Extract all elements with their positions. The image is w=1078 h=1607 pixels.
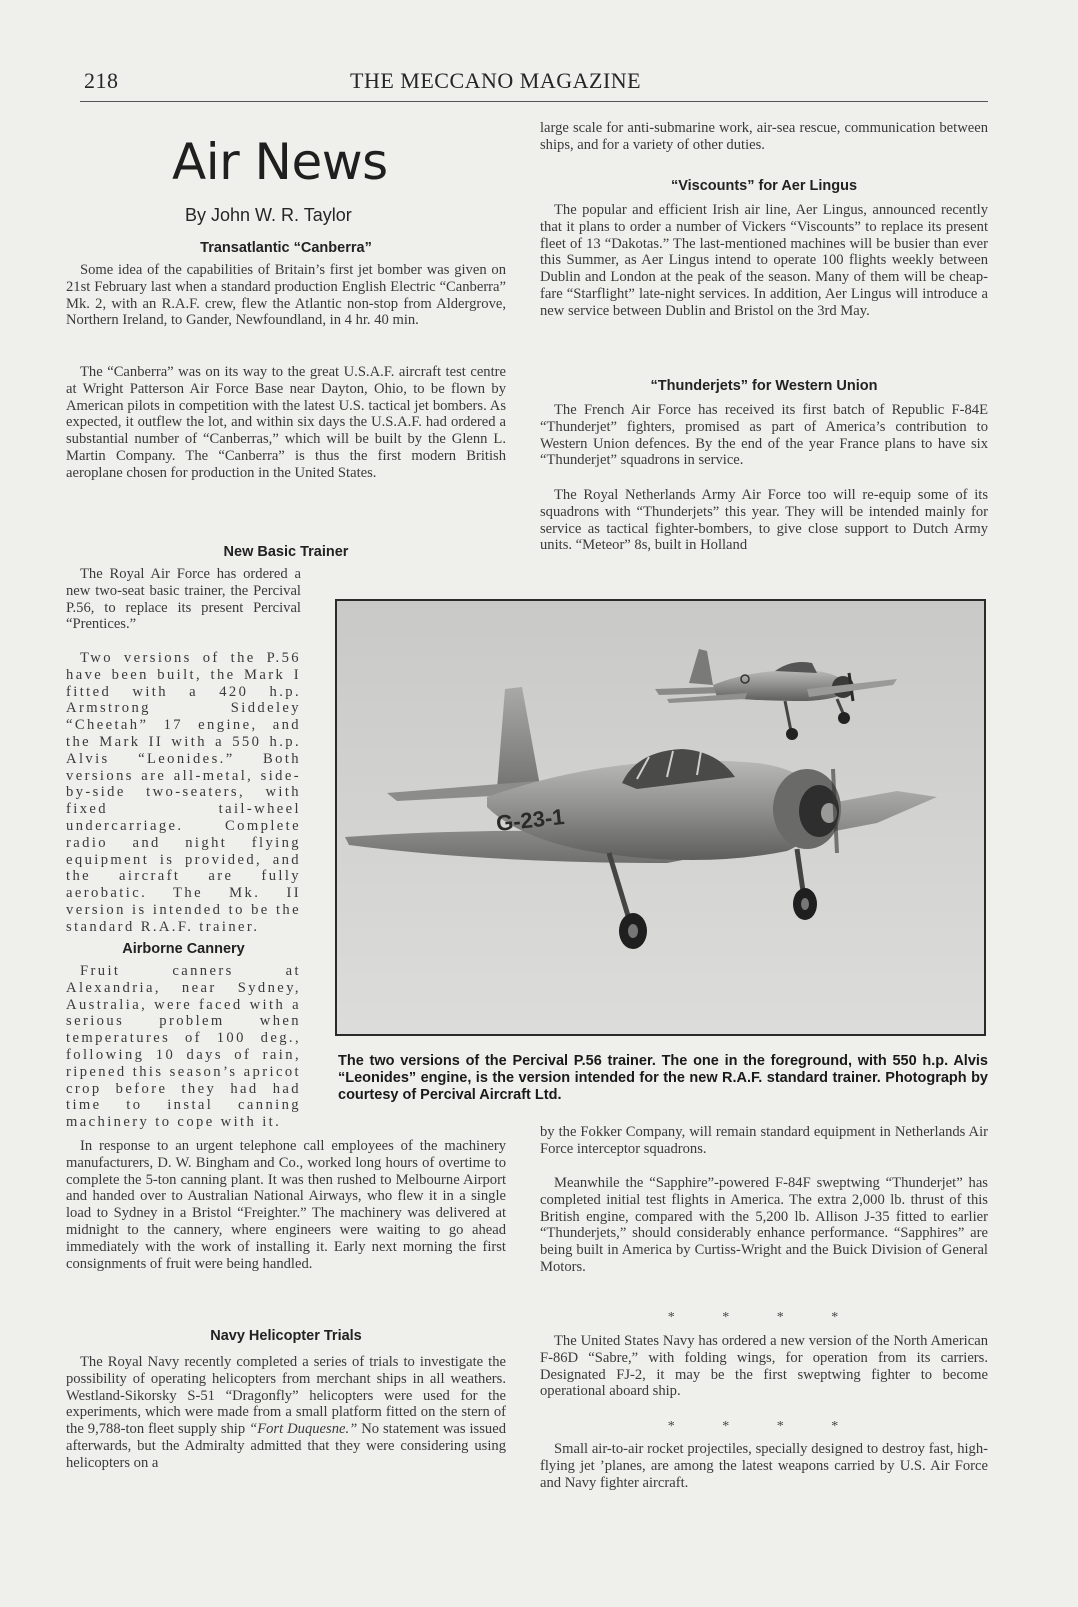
helicopter-paragraph-1 (66, 1354, 506, 1472)
thunderjets-paragraph-1: The French Air Force has received its first batch of Republic F-84E “Thunderjet” fighters, promised as part of America’s contribution to Western Union defences. By the end of the year France plans to have six “Thunderjet” squadrons in service. (540, 402, 988, 469)
percival-p56-aircraft-illustration (337, 601, 984, 1034)
section-heading-cannery: Airborne Cannery (122, 941, 245, 957)
section-heading-canberra: Transatlantic “Canberra” (200, 240, 372, 256)
cannery-paragraph-1: Fruit canners at Alexandria, near Sydney, Australia, were faced with a serious problem when temperatures of 100 deg., following 10 days of rain, ripened this season’s apricot crop before they had had time to instal canning machinery to cope with it. (66, 963, 301, 1131)
helicopter-continuation: large scale for anti-submarine work, air-sea rescue, communication between ships, and for a variety of other duties. (540, 120, 988, 153)
article-title: Air News (172, 133, 388, 191)
cannery-paragraph-2: In response to an urgent telephone call employees of the machinery manufacturers, D. W. Bingham and Co., worked long hours of overtime to complete the 5-ton canning plant. It was then rushed to Melbourne Airport and handed over to Australian National Airways, who flew it in a single load to Sydney in a Bristol “Freighter.” The machinery was delivered at midnight to the cannery, where engineers were waiting to go ahead immediately with the work of installing it. Early next morning the first consignments of fruit were being handled. (66, 1138, 506, 1272)
viscounts-paragraph-1: The popular and efficient Irish air line, Aer Lingus, announced recently that it plans to order a number of Vickers “Viscounts” to replace its present fleet of 13 “Dakotas.” The last-mentioned machines will be busier than ever this Summer, as Aer Lingus intend to operate 100 flights weekly between Dublin and London at the peak of the season. Many of them will be cheap-fare “Starflight” late-night services. In addition, Aer Lingus will introduce a new service between Dublin and Bristol on the 3rd May. (540, 202, 988, 319)
thunderjets-paragraph-2-continued: by the Fokker Company, will remain standard equipment in Netherlands Air Force interceptor squadrons. (540, 1124, 988, 1157)
canberra-paragraph-2: The “Canberra” was on its way to the great U.S.A.F. aircraft test centre at Wright Patterson Air Force Base near Dayton, Ohio, to be flown by American pilots in competition with the latest U.S. tactical jet bombers. As expected, it outflew the lot, and within six days the U.S.A.F. had ordered a substantial number of “Canberras,” which will be built by the Glenn L. Martin Company. The “Canberra” is thus the first modern British aeroplane chosen for production in the United States. (66, 364, 506, 481)
section-heading-helicopter: Navy Helicopter Trials (210, 1328, 362, 1344)
thunderjets-paragraph-3: Meanwhile the “Sapphire”-powered F-84F sweptwing “Thunderjet” has completed initial test flights in America. The extra 2,000 lb. thrust of this British engine, compared with the 5,200 lb. Allison J-35 fitted to earlier “Thunderjets,” should considerably enhance performance. “Sapphires” are being built in America by Curtiss-Wright and the Buick Division of General Motors. (540, 1175, 988, 1275)
trainer-paragraph-2: Two versions of the P.56 have been built, the Mark I fitted with a 420 h.p. Armstrong Siddeley “Cheetah” 17 engine, and the Mark II with a 550 h.p. Alvis “Leonides.” Both versions are all-metal, side-by-side two-seaters, with fixed tail-wheel undercarriage. Complete radio and night flying equipment is provided, and the aircraft are fully aerobatic. The Mk. II version is intended to be the standard R.A.F. trainer. (66, 650, 301, 935)
helicopter-text-a: The Royal Navy recently completed a series of trials to investigate the possibility of operating helicopters from merchant ships in all weathers. Westland-Sikorsky S-51 “Dragonfly” helicopters were used for the experiments, which were made from a small platform fitted on the stern of the 9,788-ton fleet supply ship (66, 1354, 506, 1438)
trainer-paragraph-1: The Royal Air Force has ordered a new two-seat basic trainer, the Percival P.56, to replace its present Percival “Prentices.” (66, 566, 301, 633)
helicopter-text-b: No statement was issued afterwards, but the Admiralty admitted that they were considering using helicopters on a (66, 1421, 506, 1471)
magazine-title: THE MECCANO MAGAZINE (350, 68, 642, 93)
sabre-paragraph: The United States Navy has ordered a new version of the North American F-86D “Sabre,” with folding wings, for operation from its carriers. Designated FJ-2, it may be the first sweptwing fighter to become operational aboard ship. (540, 1333, 988, 1400)
ship-name: “Fort Duquesne.” (249, 1421, 358, 1438)
photo-caption: The two versions of the Percival P.56 trainer. The one in the foreground, with 550 h.p. Alvis “Leonides” engine, is the version intended for the new R.A.F. standard trainer. Photograph by courtesy of Percival Aircraft Ltd. (338, 1053, 988, 1103)
section-heading-trainer: New Basic Trainer (223, 544, 349, 560)
thunderjets-paragraph-2: The Royal Netherlands Army Air Force too will re-equip some of its squadrons with “Thunderjets” this year. They will be intended mainly for service as tactical fighter-bombers, to give close support to Dutch Army units. “Meteor” 8s, built in Holland (540, 487, 988, 554)
section-heading-thunderjets: “Thunderjets” for Western Union (650, 378, 878, 394)
byline: By John W. R. Taylor (185, 205, 352, 225)
aircraft-registration: G-23-1 (494, 803, 566, 836)
section-heading-viscounts: “Viscounts” for Aer Lingus (670, 178, 858, 194)
page-number: 218 (84, 68, 119, 93)
header-rule (80, 101, 988, 102)
section-separator-2: * * * * (667, 1419, 861, 1434)
canberra-paragraph-1: Some idea of the capabilities of Britain’s first jet bomber was given on 21st February last when a standard production English Electric “Canberra” Mk. 2, with an R.A.F. crew, flew the Atlantic non-stop from Aldergrove, Northern Ireland, to Gander, Newfoundland, in 4 hr. 40 min. (66, 262, 506, 329)
aircraft-photo (335, 599, 986, 1036)
section-separator-1: * * * * (667, 1310, 861, 1325)
rockets-paragraph: Small air-to-air rocket projectiles, specially designed to destroy fast, high-flying jet ’planes, are among the latest weapons carried by U.S. Air Force and Navy fighter aircraft. (540, 1441, 988, 1491)
